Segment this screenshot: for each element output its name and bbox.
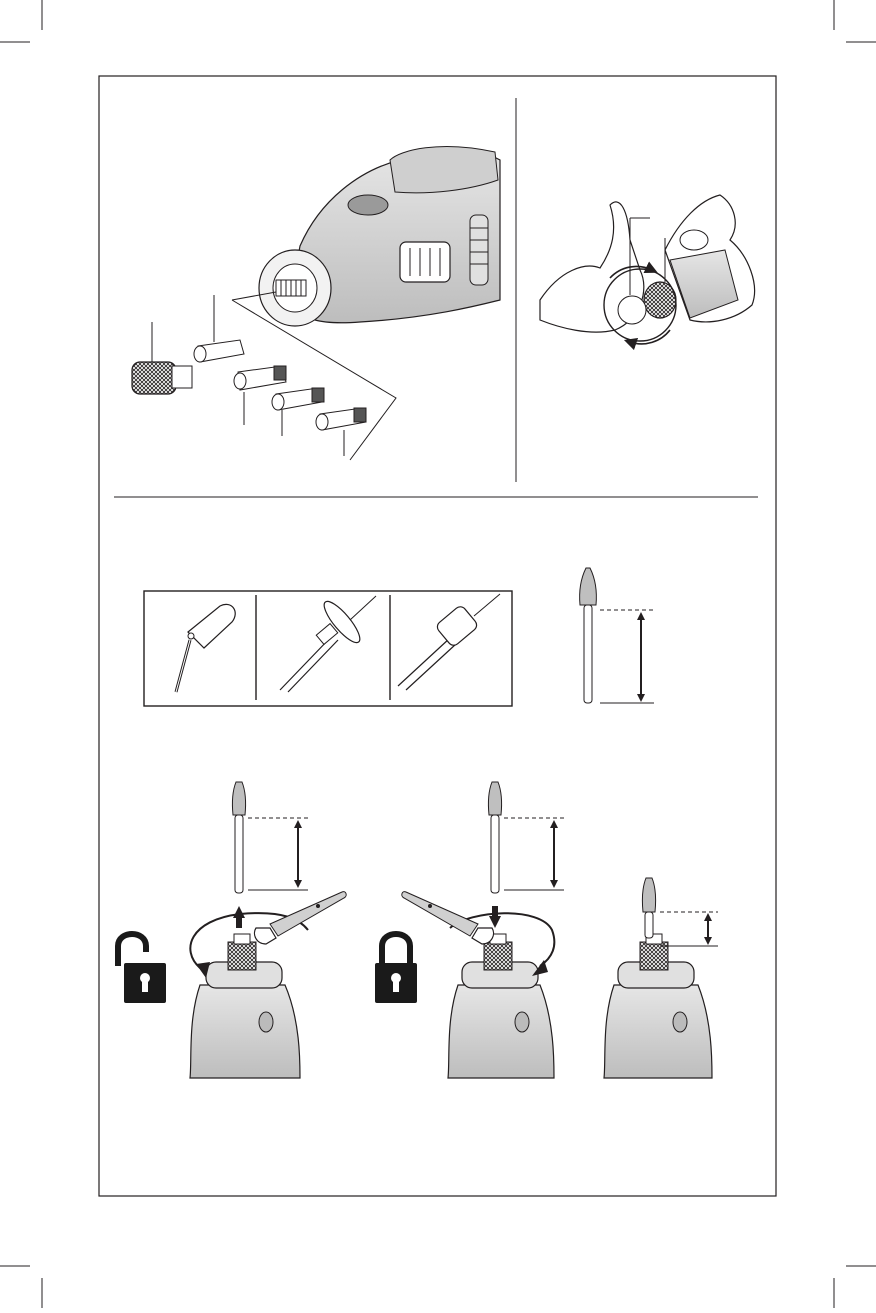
wrench-icon: [254, 892, 346, 944]
collet-nut-left: [228, 942, 256, 970]
speed-button: [348, 195, 388, 215]
bit-shank: [584, 605, 592, 703]
locked-padlock-icon: [375, 934, 417, 1003]
bit-middle: [488, 782, 501, 815]
unlocked-padlock-icon: [118, 934, 166, 1003]
grinding-stone-tip: [580, 568, 597, 605]
wrench-icon: [402, 892, 494, 944]
figure-inserted-bit: [604, 878, 718, 1078]
tool-housing-left: [190, 985, 300, 1078]
figure-hands-tightening: [540, 195, 755, 344]
bit-left: [232, 782, 245, 815]
collet-nut-middle: [484, 942, 512, 970]
up-arrow: [233, 906, 245, 928]
collet-3: [272, 388, 324, 436]
figure-tool-with-collets: [132, 147, 500, 460]
down-arrow: [489, 906, 501, 928]
keyless-chuck: [132, 322, 192, 394]
bit-right: [642, 878, 655, 912]
sanding-band-accessory: [176, 604, 235, 692]
tool-housing-middle: [448, 985, 554, 1078]
collet-1: [194, 295, 244, 362]
bit-in-chuck-accessory: [398, 594, 500, 690]
speed-dial: [470, 215, 488, 285]
spindle-thread: [276, 280, 306, 296]
tool-housing-right: [604, 985, 712, 1078]
vent-grille: [400, 242, 450, 282]
figure-loosen-step: [118, 782, 346, 1078]
figure-shank-insertion-depth: [580, 568, 654, 703]
figure-accessory-types: [144, 591, 512, 706]
cutoff-wheel-accessory: [280, 596, 376, 692]
figure-tighten-step: [375, 782, 564, 1078]
